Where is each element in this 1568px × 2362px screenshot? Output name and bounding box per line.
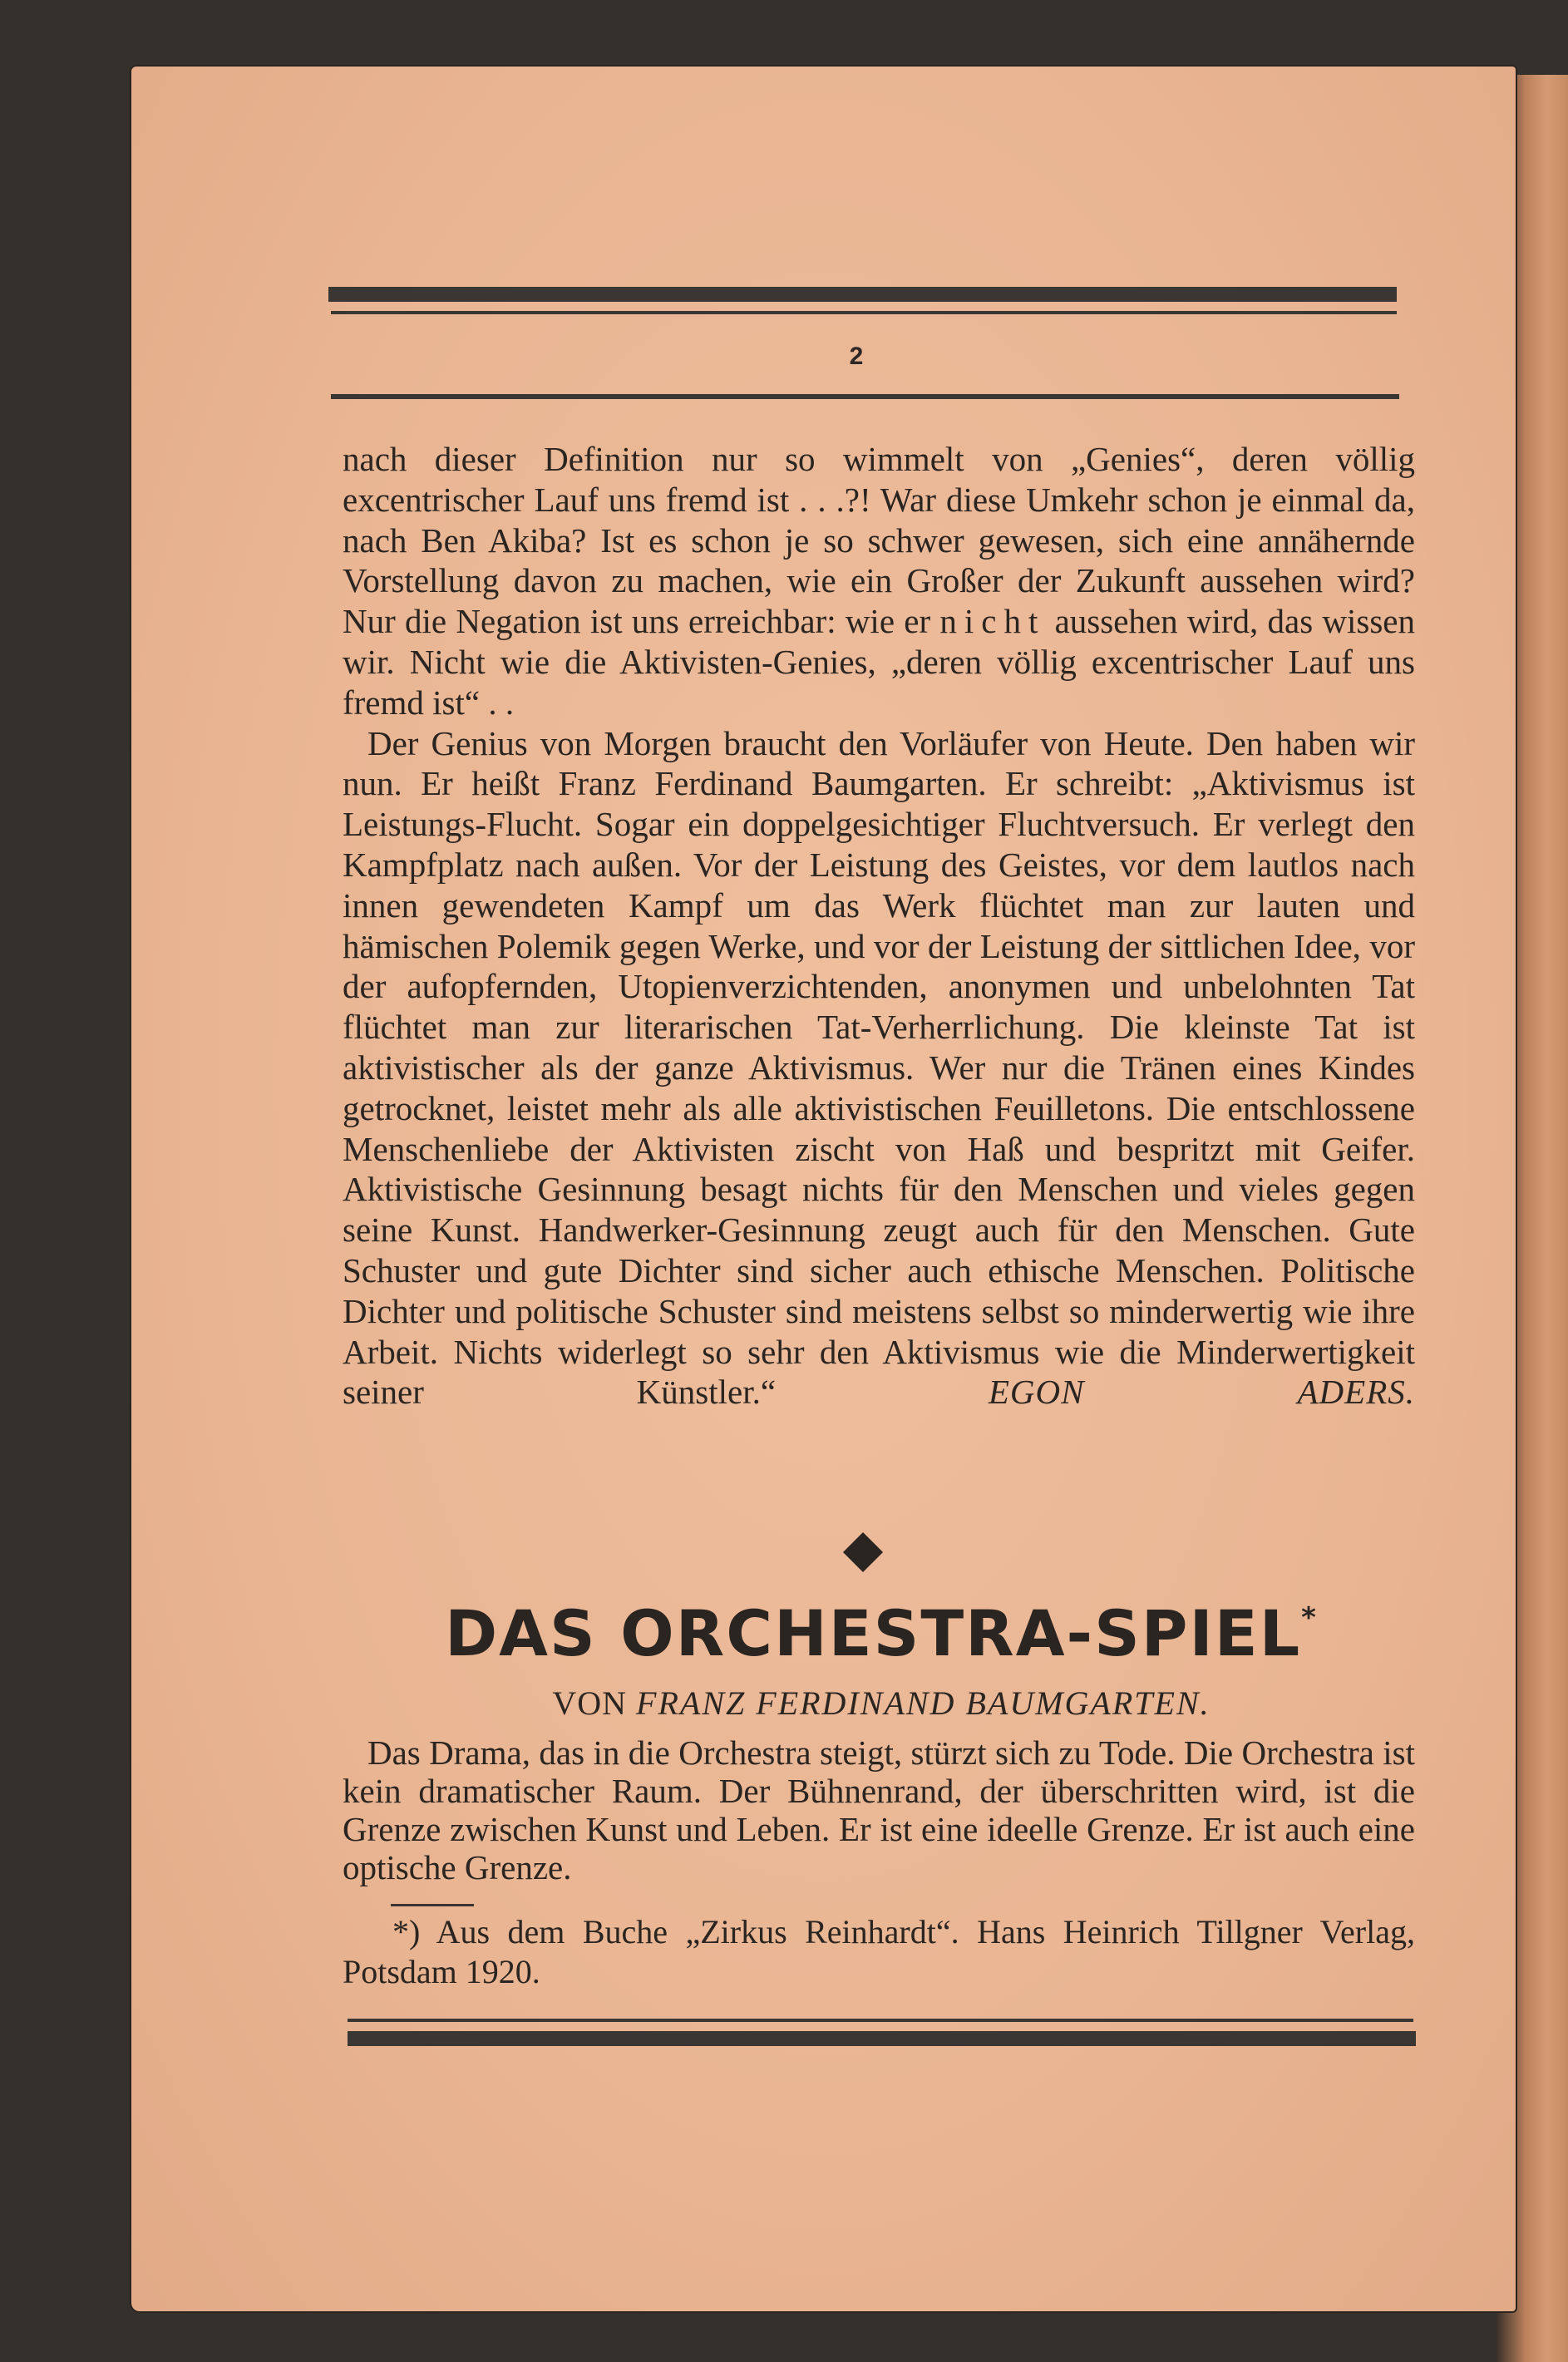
top-rule-thin [331,311,1397,314]
section-byline: VON FRANZ FERDINAND BAUMGARTEN. [552,1684,1211,1722]
section-body [343,1733,1415,1886]
emphasis-word: nicht [939,602,1046,641]
footnote [343,1912,1415,1992]
author-signature: EGON ADERS. [988,1373,1415,1412]
page-number: 2 [849,343,864,370]
section-paragraph: Das Drama, das in die Orchestra steigt, stürzt sich zu Tode. Die Orchestra ist kein dramatischer Raum. Der Bühnenrand, der überschritten wird, ist die Grenze zwischen Kunst und Leben. Er ist eine ideelle Grenze. Er ist auch eine optische Grenze. [343,1733,1415,1886]
bottom-rule-thick [348,2031,1416,2046]
article-body [343,439,1415,1413]
header-rule [331,394,1399,399]
footnote-rule [391,1904,474,1906]
section-author: FRANZ FERDINAND BAUMGARTEN. [636,1684,1211,1722]
footnote-text: *) Aus dem Buche „Zirkus Reinhardt“. Hans Heinrich Tillgner Verlag, Potsdam 1920. [343,1913,1415,1990]
footnote-marker: * [1301,1601,1318,1635]
article-paragraph: Der Genius von Morgen braucht den Vorläufer von Heute. Den haben wir nun. Er heißt Franz Ferdinand Baumgarten. Er schreibt: „Aktivismus ist Leistungs-Flucht. Sogar ein doppelgesichtiger Fluchtversuch. Er verlegt den Kampfplatz nach außen. Vor der Leistung des Geistes, vor dem lautlos nach innen gewendeten Kampf um das Werk flüchtet man zur lauten und hämischen Polemik gegen Werke, und vor der Leistung der sittlichen Idee, vor der aufopfernden, Utopienverzichtenden, anonymen und unbelohnten Tat flüchtet man zur literarischen Tat-Verherrlichung. Die kleinste Tat ist aktivistischer als der ganze Aktivismus. Wer nur die Tränen eines Kindes getrocknet, leistet mehr als alle aktivistischen Feuilletons. Die entschlossene Menschenliebe der Aktivisten zischt von Haß und bespritzt mit Geifer. Aktivistische Gesinnung besagt nichts für den Menschen und vieles gegen seine Kunst. Handwerker-Gesinnung zeugt auch für den Menschen. Gute Schuster und gute Dichter sind sicher auch ethische Menschen. Politische Dichter und politische Schuster sind meistens selbst so minderwertig wie ihre Arbeit. Nichts widerlegt so sehr den Aktivismus wie die Minderwertigkeit seiner Künstler.“ EGON ADERS. [343,723,1415,1412]
section-title: DAS ORCHESTRA-SPIEL* [445,1596,1318,1670]
top-rule-thick [328,287,1397,302]
article-paragraph: nach dieser Definition nur so wimmelt von „Genies“, deren völlig excentrischer Lauf uns fremd ist . . .?! War diese Umkehr schon je einmal da, nach Ben Akiba? Ist es schon je so schwer gewesen, sich eine annähernde Vorstellung davon zu machen, wie ein Großer der Zukunft aussehen wird? Nur die Negation ist uns erreichbar: wie er nicht aussehen wird, das wissen wir. Nicht wie die Aktivisten-Genies, „deren völlig excentrischer Lauf uns fremd ist“ . . [343,440,1416,722]
bottom-rule-thin [348,2019,1413,2022]
